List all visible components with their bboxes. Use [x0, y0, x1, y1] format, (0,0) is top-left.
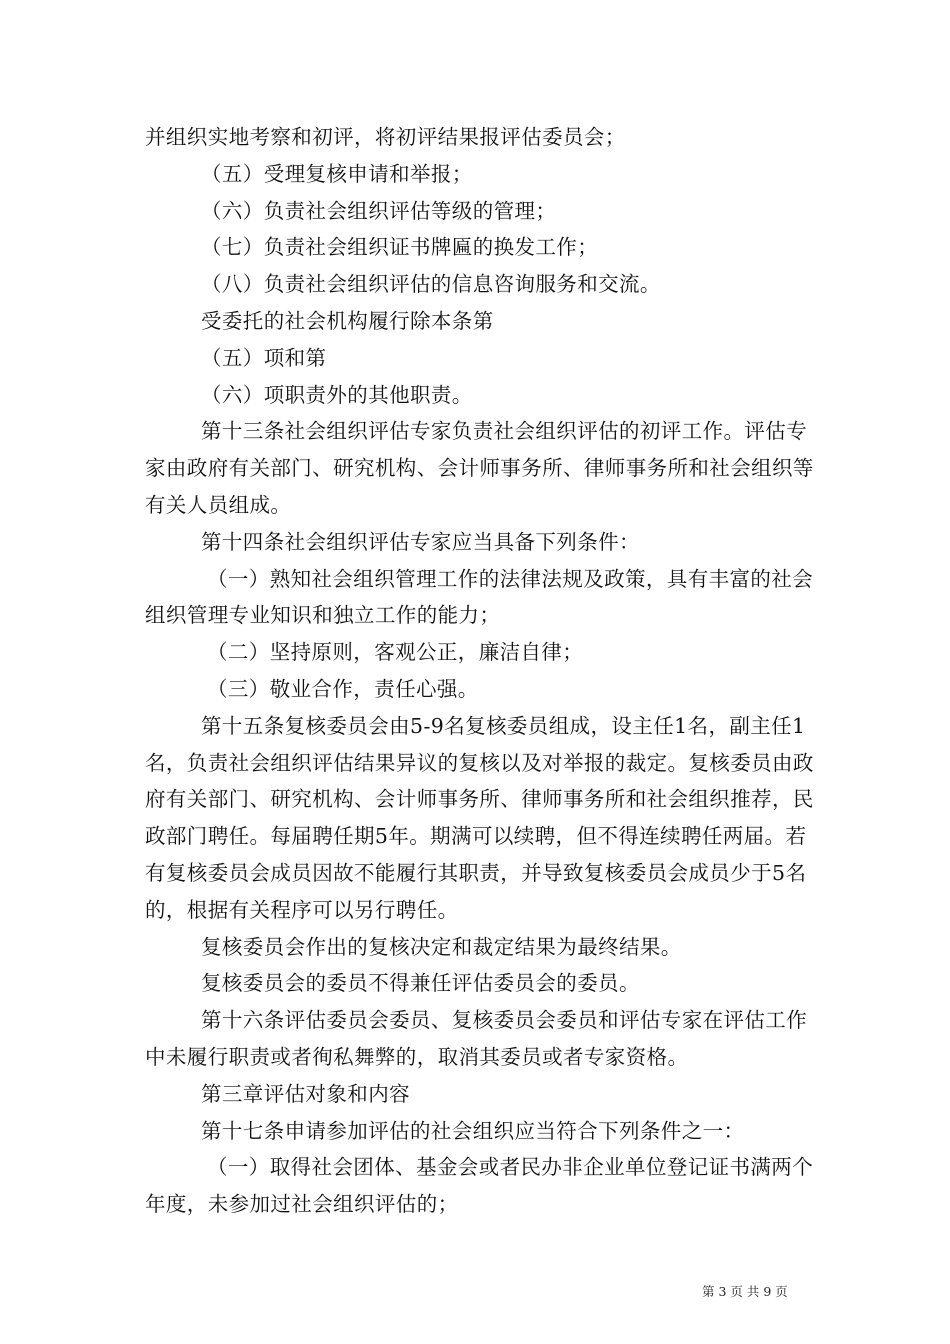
paragraph-item-7: （七）负责社会组织证书牌匾的换发工作； — [201, 235, 599, 260]
paragraph-article-15: 第十五条复核委员会由5-9名复核委员组成，设主任1名，副主任1名，负责社会组织评估结果异议的复核以及对举报的裁定。复核委员由政府有关部门、研究机构、会计师事务所、律师事务所和社会组织推荐，民政部门聘任。每届聘任期5年。期满可以续聘，但不得连续聘任两届。若有复核委员会成员因故不能履行其职责，并导致复核委员会成员少于5名的，根据有关程序可以另行聘任。 — [145, 713, 814, 922]
document-body — [145, 119, 817, 1223]
paragraph-condition-1: （一）熟知社会组织管理工作的法律法规及政策，具有丰富的社会组织管理专业知识和独立工作的能力； — [145, 566, 814, 628]
paragraph-item-5-ref: （五）项和第 — [201, 345, 327, 370]
paragraph-article-17: 第十七条申请参加评估的社会组织应当符合下列条件之一： — [201, 1118, 745, 1143]
paragraph-review-members: 复核委员会的委员不得兼任评估委员会的委员。 — [201, 971, 640, 996]
paragraph-item-8: （八）负责社会组织评估的信息咨询服务和交流。 — [201, 272, 661, 297]
paragraph-review-final: 复核委员会作出的复核决定和裁定结果为最终结果。 — [201, 934, 682, 959]
paragraph-eligibility-1: （一）取得社会团体、基金会或者民办非企业单位登记证书满两个年度，未参加过社会组织评估的； — [145, 1155, 814, 1217]
paragraph-condition-2: （二）坚持原则，客观公正，廉洁自律； — [207, 640, 584, 665]
paragraph-article-13: 第十三条社会组织评估专家负责社会组织评估的初评工作。评估专家由政府有关部门、研究机构、会计师事务所、律师事务所和社会组织等有关人员组成。 — [145, 419, 814, 517]
paragraph-item-6-ref: （六）项职责外的其他职责。 — [201, 382, 473, 407]
paragraph-condition-3: （三）敬业合作，责任心强。 — [207, 676, 479, 701]
paragraph-item-6: （六）负责社会组织评估等级的管理； — [201, 198, 557, 223]
paragraph-entrusted: 受委托的社会机构履行除本条第 — [201, 308, 494, 333]
page-number: 第 3 页 共 9 页 — [702, 1284, 788, 1299]
paragraph-article-14: 第十四条社会组织评估专家应当具备下列条件： — [201, 529, 640, 554]
paragraph-item-5: （五）受理复核申请和举报； — [201, 161, 473, 186]
chapter-heading: 第三章评估对象和内容 — [201, 1081, 410, 1106]
paragraph-continuation: 并组织实地考察和初评，将初评结果报评估委员会； — [145, 125, 626, 149]
paragraph-article-16: 第十六条评估委员会委员、复核委员会委员和评估专家在评估工作中未履行职责或者徇私舞弊的，取消其委员或者专家资格。 — [145, 1008, 808, 1069]
